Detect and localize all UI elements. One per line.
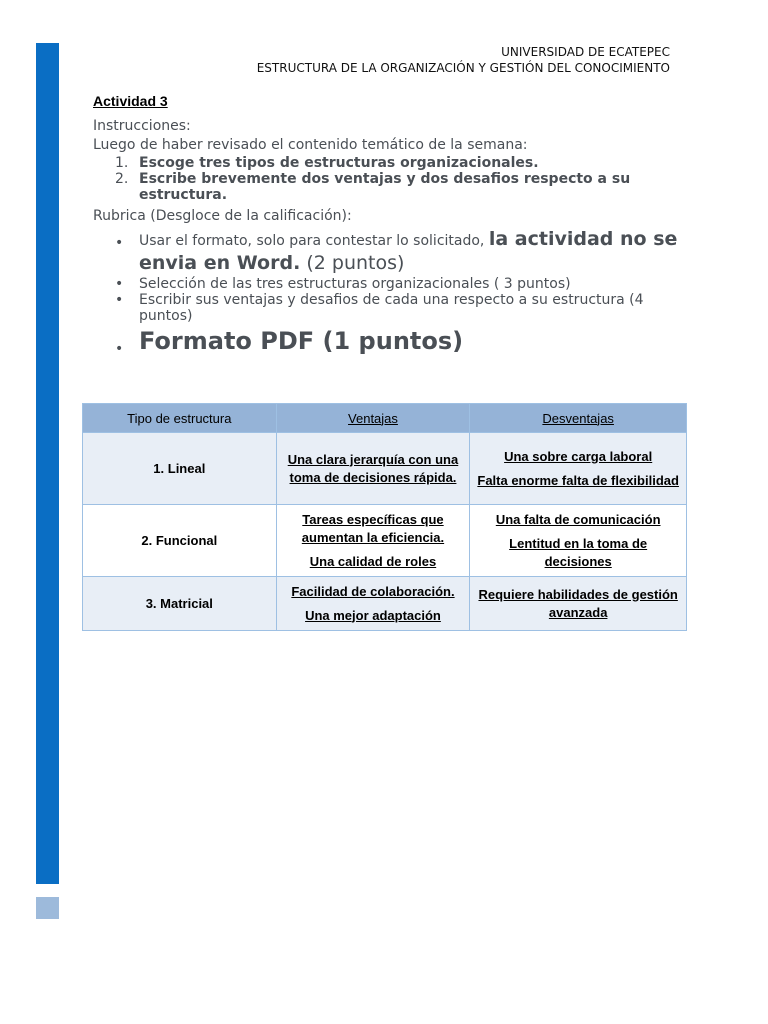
steps-list bbox=[93, 155, 693, 203]
header-desventajas: Desventajas bbox=[470, 404, 687, 433]
document-header bbox=[257, 44, 670, 76]
rubric-label: Rubrica (Desgloce de la calificación): bbox=[93, 208, 352, 224]
bullet-icon: • bbox=[115, 276, 124, 292]
sidebar-accent-block bbox=[36, 897, 59, 919]
activity-title: Actividad 3 bbox=[93, 93, 168, 109]
desventajas-cell bbox=[470, 505, 687, 577]
step-item bbox=[93, 155, 693, 171]
rubric-item-text: Usar el formato, solo para contestar lo solicitado, bbox=[139, 233, 489, 249]
ventaja-text: Una clara jerarquía con una toma de decisiones rápida. bbox=[287, 451, 459, 485]
course-name: ESTRUCTURA DE LA ORGANIZACIÓN Y GESTIÓN DEL CONOCIMIENTO bbox=[256, 61, 670, 75]
desventaja-text: Una falta de comunicación bbox=[495, 511, 661, 527]
rubric-item-emphasis: la actividad no se envia en Word. bbox=[139, 228, 678, 274]
table-row bbox=[83, 433, 687, 505]
bullet-icon: • bbox=[115, 235, 124, 251]
rubric-item bbox=[93, 228, 693, 276]
rubric-item-text: Escribir sus ventajas y desafios de cada una respecto a su estructura (4 puntos) bbox=[139, 292, 644, 324]
ventajas-cell bbox=[276, 577, 470, 631]
structure-type: 1. Lineal bbox=[83, 433, 277, 505]
instructions-label: Instrucciones: bbox=[93, 118, 191, 134]
structure-type: 3. Matricial bbox=[83, 577, 277, 631]
rubric-item bbox=[93, 324, 693, 358]
ventaja-text: Facilidad de colaboración. bbox=[291, 583, 455, 599]
structures-table bbox=[82, 403, 687, 631]
table-row bbox=[83, 577, 687, 631]
sidebar-accent-bar bbox=[36, 43, 59, 884]
ventaja-text: Tareas específicas que aumentan la eficiencia. bbox=[301, 511, 445, 545]
ventajas-cell bbox=[276, 505, 470, 577]
desventaja-text: Lentitud en la toma de decisiones bbox=[509, 535, 648, 569]
university-name: UNIVERSIDAD DE ECATEPEC bbox=[501, 45, 670, 59]
rubric-item bbox=[93, 292, 693, 324]
header-tipo: Tipo de estructura bbox=[83, 404, 277, 433]
step-number: 1. bbox=[115, 155, 129, 171]
desventaja-text: Falta enorme falta de flexibilidad bbox=[477, 472, 679, 488]
ventaja-text: Una calidad de roles bbox=[309, 553, 437, 569]
structure-type: 2. Funcional bbox=[83, 505, 277, 577]
ventaja-text: Una mejor adaptación bbox=[305, 607, 441, 623]
table-header-row bbox=[83, 404, 687, 433]
step-number: 2. bbox=[115, 171, 129, 187]
desventajas-cell bbox=[470, 433, 687, 505]
ventajas-cell bbox=[276, 433, 470, 505]
bullet-icon: • bbox=[115, 292, 124, 308]
step-text: Escribe brevemente dos ventajas y dos desafios respecto a su estructura. bbox=[139, 171, 631, 203]
desventaja-text: Una sobre carga laboral bbox=[504, 448, 653, 464]
rubric-item bbox=[93, 276, 693, 292]
table-row bbox=[83, 505, 687, 577]
rubric-list bbox=[93, 228, 693, 358]
step-item bbox=[93, 171, 693, 203]
bullet-icon: • bbox=[115, 341, 124, 357]
desventaja-text: Requiere habilidades de gestión avanzada bbox=[478, 586, 678, 620]
rubric-item-text: Selección de las tres estructuras organizacionales ( 3 puntos) bbox=[139, 276, 571, 292]
header-ventajas: Ventajas bbox=[276, 404, 470, 433]
desventajas-cell bbox=[470, 577, 687, 631]
rubric-item-text: Formato PDF (1 puntos) bbox=[139, 327, 464, 355]
step-text: Escoge tres tipos de estructuras organizacionales. bbox=[139, 155, 539, 171]
rubric-item-points: (2 puntos) bbox=[300, 252, 405, 274]
intro-text: Luego de haber revisado el contenido temático de la semana: bbox=[93, 137, 528, 153]
